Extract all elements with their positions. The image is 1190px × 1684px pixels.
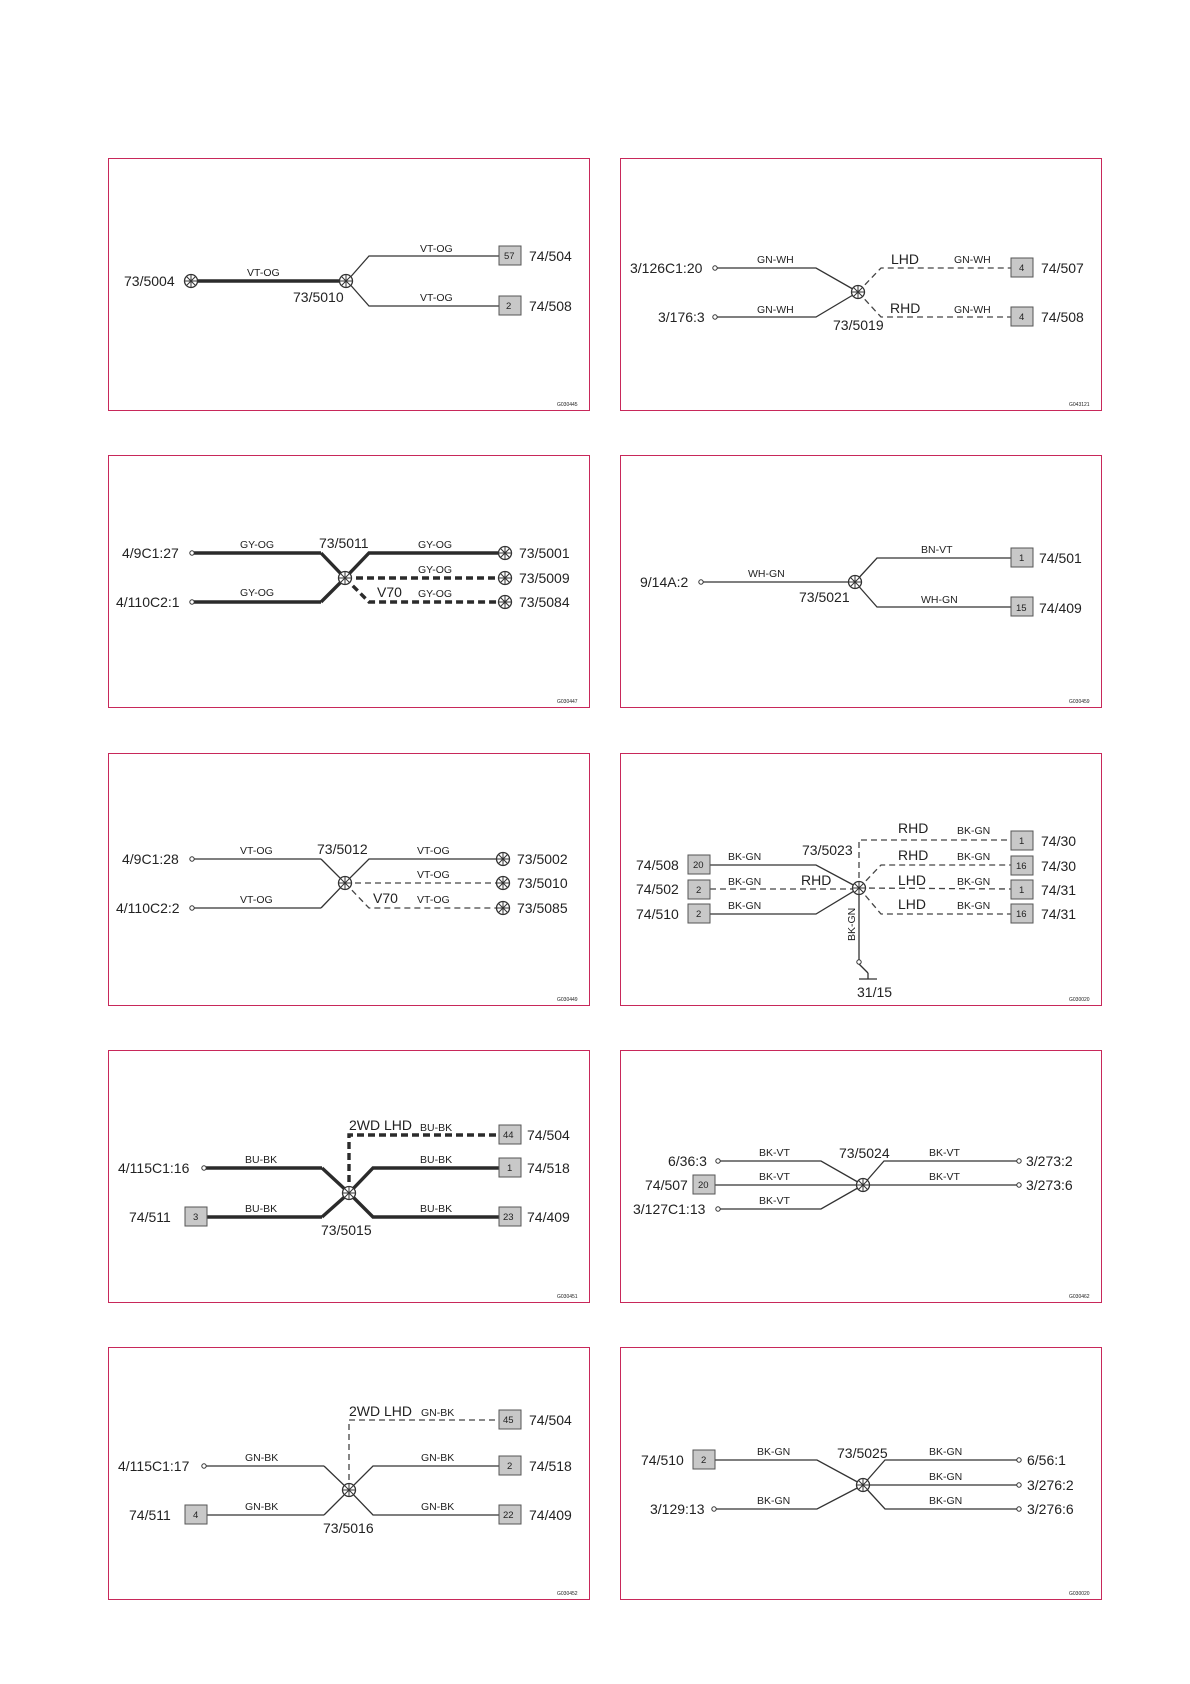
pin-number: 4 <box>193 1510 199 1521</box>
wire-color-label: GN-WH <box>757 254 794 266</box>
splice-icon <box>497 902 510 915</box>
wire-color-label: BU-BK <box>420 1203 453 1215</box>
wire-color-label: BK-GN <box>957 825 991 837</box>
diagram-code: G030451 <box>557 1294 578 1300</box>
wire-color-label: VT-OG <box>240 894 273 906</box>
node-label: 3/176:3 <box>658 309 705 325</box>
splice-icon <box>339 572 352 585</box>
wire-color-label: VT-OG <box>240 845 273 857</box>
wiring-diagram-8 <box>621 1051 1103 1304</box>
wire-color-label: BK-GN <box>757 1446 791 1458</box>
pin-number: 57 <box>504 251 515 262</box>
wiring-diagram-4 <box>621 456 1103 709</box>
wiring-diagram-panel-7 <box>108 1050 590 1303</box>
wire-color-label: BK-VT <box>759 1195 790 1207</box>
node-label: 74/518 <box>527 1160 570 1176</box>
wire-color-label: BK-GN <box>757 1495 791 1507</box>
pin-number: 2 <box>696 909 702 920</box>
diagram-code: G030462 <box>1069 1294 1090 1300</box>
pin-number: 4 <box>1019 312 1025 323</box>
wire-color-label: VT-OG <box>420 243 453 255</box>
node-label: 74/409 <box>529 1507 572 1523</box>
wire-color-label: BK-GN <box>728 851 762 863</box>
pin-number: 20 <box>698 1180 709 1191</box>
node-label: 4/110C2:1 <box>116 594 180 610</box>
node-label: 3/126C1:20 <box>630 260 703 276</box>
node-label: 3/127C1:13 <box>633 1201 706 1217</box>
wire-color-label: GY-OG <box>240 587 275 599</box>
wire-color-label: BK-GN <box>957 900 991 912</box>
wiring-diagram-2 <box>621 159 1103 412</box>
wiring-diagram-10 <box>621 1348 1103 1601</box>
diagram-code: G030020 <box>1069 1591 1090 1597</box>
wiring-diagram-panel-10 <box>620 1347 1102 1600</box>
splice-label: 73/5011 <box>319 535 369 551</box>
splice-icon <box>185 275 198 288</box>
node-label: 74/518 <box>529 1458 572 1474</box>
pin-number: 16 <box>1016 909 1027 920</box>
diagram-code: G030449 <box>557 997 578 1003</box>
node-label: 4/9C1:27 <box>122 545 179 561</box>
pin-number: 23 <box>503 1212 514 1223</box>
node-label: 3/276:6 <box>1027 1501 1074 1517</box>
wire-color-label: BK-GN <box>846 907 858 941</box>
wire-color-label: BU-BK <box>420 1122 453 1134</box>
variant-label: V70 <box>373 890 398 906</box>
splice-icon <box>857 1479 870 1492</box>
wire-color-label: GN-WH <box>954 304 991 316</box>
diagram-code: G030459 <box>1069 699 1090 705</box>
node-label: 31/15 <box>857 984 893 1000</box>
pin-number: 2 <box>506 301 512 312</box>
splice-icon <box>343 1484 356 1497</box>
node-label: 3/273:6 <box>1026 1177 1073 1193</box>
splice-icon <box>857 1179 870 1192</box>
variant-label: RHD <box>898 820 929 836</box>
node-label: 73/5001 <box>519 545 570 561</box>
variant-label: 2WD LHD <box>349 1403 413 1419</box>
node-label: 74/30 <box>1041 858 1077 874</box>
splice-icon <box>499 596 512 609</box>
diagram-code: G043121 <box>1069 402 1090 408</box>
diagram-code: G030445 <box>557 402 578 408</box>
wiring-diagram-6 <box>621 754 1103 1007</box>
splice-icon <box>853 882 866 895</box>
node-label: 74/508 <box>636 857 679 873</box>
wire-color-label: GY-OG <box>418 564 453 576</box>
wire-color-label: VT-OG <box>247 267 280 279</box>
pin-number: 20 <box>693 860 704 871</box>
pin-number: 4 <box>1019 263 1025 274</box>
wire-color-label: BN-VT <box>921 544 953 556</box>
pin-number: 2 <box>507 1461 513 1472</box>
pin-number: 1 <box>507 1163 513 1174</box>
wire-color-label: BK-GN <box>929 1495 963 1507</box>
splice-icon <box>343 1187 356 1200</box>
pin-number: 3 <box>193 1212 199 1223</box>
wire-color-label: GN-WH <box>954 254 991 266</box>
node-label: 3/276:2 <box>1027 1477 1074 1493</box>
wire-color-label: WH-GN <box>921 594 958 606</box>
node-label: 73/5085 <box>517 900 568 916</box>
wiring-diagram-panel-1 <box>108 158 590 411</box>
node-label: 74/504 <box>529 1412 572 1428</box>
splice-label: 73/5025 <box>837 1445 888 1461</box>
node-label: 73/5009 <box>519 570 570 586</box>
variant-label: RHD <box>801 872 832 888</box>
splice-icon <box>497 853 510 866</box>
wire-color-label: BK-VT <box>759 1171 790 1183</box>
wiring-diagram-panel-9 <box>108 1347 590 1600</box>
node-label: 74/409 <box>527 1209 570 1225</box>
node-label: 73/5010 <box>517 875 568 891</box>
node-label: 9/14A:2 <box>640 574 689 590</box>
splice-label: 73/5016 <box>323 1520 374 1536</box>
wire-color-label: BK-VT <box>929 1147 960 1159</box>
wire-color-label: BK-GN <box>728 876 762 888</box>
node-label: 3/273:2 <box>1026 1153 1073 1169</box>
splice-icon <box>339 877 352 890</box>
wire-color-label: GN-BK <box>245 1501 279 1513</box>
node-label: 74/510 <box>636 906 679 922</box>
wire-color-label: GN-WH <box>757 304 794 316</box>
wiring-diagram-7 <box>109 1051 591 1304</box>
variant-label: 2WD LHD <box>349 1117 413 1133</box>
wiring-diagram-panel-6 <box>620 753 1102 1006</box>
wiring-diagram-panel-2 <box>620 158 1102 411</box>
diagram-code: G030020 <box>1069 997 1090 1003</box>
diagram-code: G030447 <box>557 699 578 705</box>
wire-color-label: VT-OG <box>417 894 450 906</box>
node-label: 4/110C2:2 <box>116 900 180 916</box>
node-label: 74/31 <box>1041 882 1077 898</box>
wire-color-label: VT-OG <box>420 292 453 304</box>
splice-label: 73/5023 <box>802 842 853 858</box>
node-label: 74/507 <box>1041 260 1084 276</box>
wiring-diagram-panel-5 <box>108 753 590 1006</box>
wire-color-label: GN-BK <box>421 1452 455 1464</box>
wire-color-label: GN-BK <box>421 1407 455 1419</box>
wiring-diagram-3 <box>109 456 591 709</box>
node-label: 74/502 <box>636 881 679 897</box>
wire-color-label: VT-OG <box>417 845 450 857</box>
pin-number: 15 <box>1016 603 1027 614</box>
wire-color-label: BK-GN <box>728 900 762 912</box>
wire-color-label: GN-BK <box>421 1501 455 1513</box>
splice-icon <box>497 877 510 890</box>
node-label: 3/129:13 <box>650 1501 705 1517</box>
wire-color-label: BU-BK <box>245 1203 278 1215</box>
variant-label: V70 <box>377 584 402 600</box>
wire-color-label: BK-VT <box>929 1171 960 1183</box>
node-label: 4/9C1:28 <box>122 851 179 867</box>
wire-color-label: WH-GN <box>748 568 785 580</box>
pin-number: 16 <box>1016 861 1027 872</box>
splice-label: 73/5010 <box>293 289 344 305</box>
splice-icon <box>852 286 865 299</box>
wire-color-label: GY-OG <box>418 539 453 551</box>
wire-color-label: BK-GN <box>929 1446 963 1458</box>
node-label: 74/507 <box>645 1177 688 1193</box>
pin-number: 44 <box>503 1130 514 1141</box>
wiring-diagram-panel-3 <box>108 455 590 708</box>
diagram-code: G030452 <box>557 1591 578 1597</box>
node-label: 74/508 <box>529 298 572 314</box>
wire-color-label: BU-BK <box>245 1154 278 1166</box>
wire-color-label: VT-OG <box>417 869 450 881</box>
pin-number: 2 <box>696 885 702 896</box>
splice-label: 73/5024 <box>839 1145 890 1161</box>
node-label: 74/504 <box>527 1127 570 1143</box>
variant-label: LHD <box>898 896 927 912</box>
wire-color-label: BK-GN <box>957 876 991 888</box>
wire-color-label: GY-OG <box>240 539 275 551</box>
pin-number: 2 <box>701 1455 707 1466</box>
node-label: 4/115C1:16 <box>118 1160 190 1176</box>
wiring-diagram-5 <box>109 754 591 1007</box>
pin-number: 1 <box>1019 836 1025 847</box>
wire-color-label: BK-GN <box>929 1471 963 1483</box>
node-label: 6/56:1 <box>1027 1452 1066 1468</box>
splice-icon <box>849 576 862 589</box>
splice-icon <box>340 275 353 288</box>
pin-number: 45 <box>503 1415 514 1426</box>
splice-icon <box>499 572 512 585</box>
splice-icon <box>499 547 512 560</box>
pin-number: 1 <box>1019 553 1025 564</box>
wiring-diagram-9 <box>109 1348 591 1601</box>
wire-color-label: GY-OG <box>418 588 453 600</box>
wiring-diagram-1 <box>109 159 591 412</box>
splice-label: 73/5019 <box>833 317 884 333</box>
node-label: 73/5084 <box>519 594 570 610</box>
variant-label: RHD <box>890 300 921 316</box>
wiring-diagram-panel-8 <box>620 1050 1102 1303</box>
wire-color-label: BK-VT <box>759 1147 790 1159</box>
node-label: 74/501 <box>1039 550 1082 566</box>
node-label: 74/504 <box>529 248 572 264</box>
node-label: 73/5002 <box>517 851 568 867</box>
splice-label: 73/5021 <box>799 589 850 605</box>
pin-number: 22 <box>503 1510 514 1521</box>
node-label: 74/508 <box>1041 309 1084 325</box>
wire-color-label: BK-GN <box>957 851 991 863</box>
wire-color-label: BU-BK <box>420 1154 453 1166</box>
node-label: 74/409 <box>1039 600 1082 616</box>
splice-label: 73/5012 <box>317 841 368 857</box>
variant-label: LHD <box>898 872 927 888</box>
variant-label: RHD <box>898 847 929 863</box>
node-label: 74/31 <box>1041 906 1077 922</box>
node-label: 74/30 <box>1041 833 1077 849</box>
pin-number: 1 <box>1019 885 1025 896</box>
node-label: 74/510 <box>641 1452 684 1468</box>
node-label: 74/511 <box>129 1209 171 1225</box>
node-label: 6/36:3 <box>668 1153 707 1169</box>
splice-label: 73/5015 <box>321 1222 372 1238</box>
node-label: 4/115C1:17 <box>118 1458 190 1474</box>
wiring-diagram-panel-4 <box>620 455 1102 708</box>
variant-label: LHD <box>891 251 920 267</box>
node-label: 73/5004 <box>124 273 175 289</box>
node-label: 74/511 <box>129 1507 171 1523</box>
wire-color-label: GN-BK <box>245 1452 279 1464</box>
